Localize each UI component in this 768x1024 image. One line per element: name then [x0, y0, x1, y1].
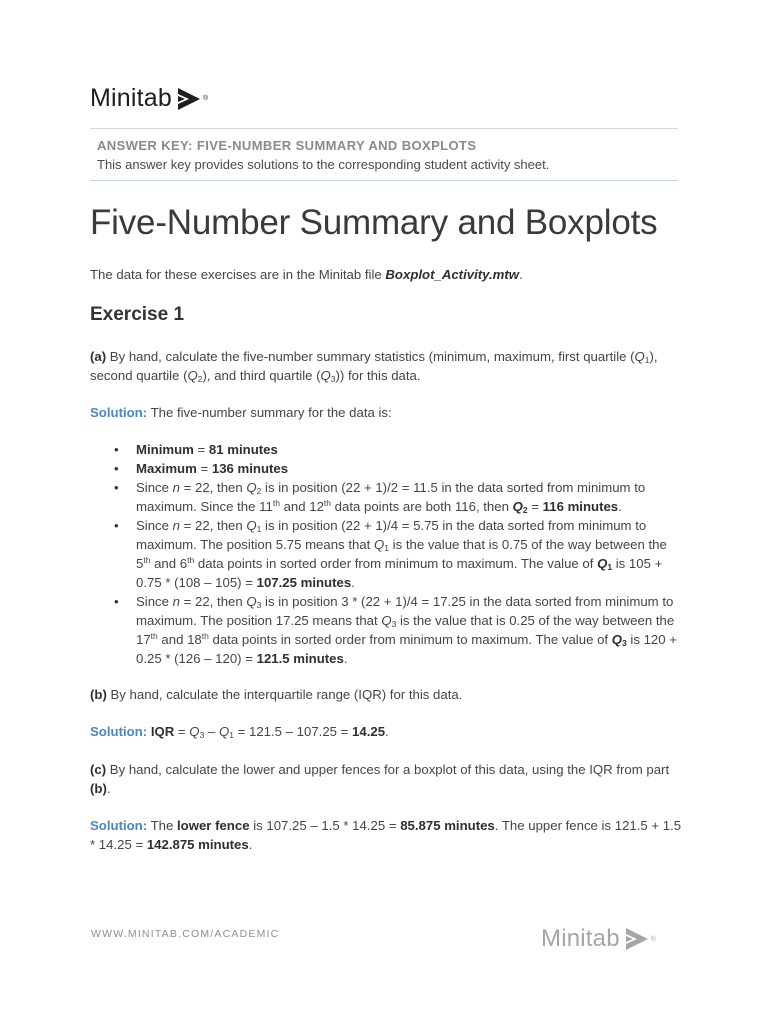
- list-item-q2: • Since n = 22, then $Q_2$ is in position (22 + 1)/2 = 11.5 in the data sorted from minimum to maximum. Since the 11th and 12th data points are both 116, then $Q_2 = 116$ minutes.: [112, 478, 682, 516]
- header-divider-bottom: [90, 180, 678, 181]
- footer-registered-mark: ®: [650, 935, 656, 943]
- logo-text: Minitab: [90, 84, 172, 112]
- list-item-q1: • Since n = 22, then $Q_1$ is in position (22 + 1)/4 = 5.75 in the data sorted from minimum to maximum. The position 5.75 means that $Q_1$ is the value that is 0.75 of the way between the 5th and 6th data points in sorted order from minimum to maximum. The value of $Q_1$ is 105 + 0.75 * (108 – 105) = 107.25 minutes.: [112, 516, 682, 592]
- answer-key-description: This answer key provides solutions to the corresponding student activity sheet.: [97, 157, 550, 172]
- minitab-logo: [90, 84, 208, 113]
- footer-minitab-logo: [541, 925, 656, 953]
- five-number-summary-list: [112, 440, 682, 668]
- footer-logo-text: Minitab: [541, 925, 620, 952]
- list-item-maximum: • Maximum = 136 minutes: [112, 459, 682, 478]
- footer-url: WWW.MINITAB.COM/ACADEMIC: [91, 928, 280, 940]
- list-item-q3: • Since n = 22, then $Q_3$ is in position 3 * (22 + 1)/4 = 17.25 in the data sorted from minimum to maximum. The position 17.25 means that $Q_3$ is the value that is 0.25 of the way between the 17th and 18th data points in sorted order from minimum to maximum. The value of $Q_3$ is 120 + 0.25 * (126 – 120) = 121.5 minutes.: [112, 592, 682, 668]
- solution-label: Solution:: [90, 405, 148, 420]
- minitab-arrow-icon: [178, 88, 202, 110]
- header-divider-top: [90, 128, 678, 129]
- answer-key-label: ANSWER KEY: FIVE-NUMBER SUMMARY AND BOXPLOTS: [97, 138, 477, 153]
- question-a: (a) By hand, calculate the five-number summary statistics (minimum, maximum, first quartile $(Q_1)$, second quartile $(Q_2)$, and third quartile $(Q_3)$) for this data.: [90, 349, 658, 384]
- list-item-minimum: • Minimum = 81 minutes: [112, 440, 682, 459]
- solution-c: Solution: The lower fence is 107.25 – 1.5 * 14.25 = 85.875 minutes. The upper fence is 121.5 + 1.5 * 14.25 = 142.875 minutes.: [90, 818, 682, 852]
- question-b: (b) By hand, calculate the interquartile range (IQR) for this data.: [90, 687, 463, 702]
- data-file-name: Boxplot_Activity.mtw: [385, 267, 520, 282]
- registered-mark: ®: [203, 95, 209, 102]
- page-title: Five-Number Summary and Boxplots: [90, 203, 658, 242]
- footer-minitab-arrow-icon: [626, 928, 650, 950]
- exercise-heading: Exercise 1: [90, 304, 185, 325]
- solution-b: Solution: IQR = $Q_3 - Q_1 = 121.5 - 107.25 = 14.25$.: [90, 724, 389, 740]
- intro-paragraph: The data for these exercises are in the Minitab file Boxplot_Activity.mtw.: [90, 267, 523, 282]
- question-c: (c) By hand, calculate the lower and upper fences for a boxplot of this data, using the IQR from part (b).: [90, 762, 670, 796]
- solution-a: Solution: The five-number summary for the data is:: [90, 405, 392, 420]
